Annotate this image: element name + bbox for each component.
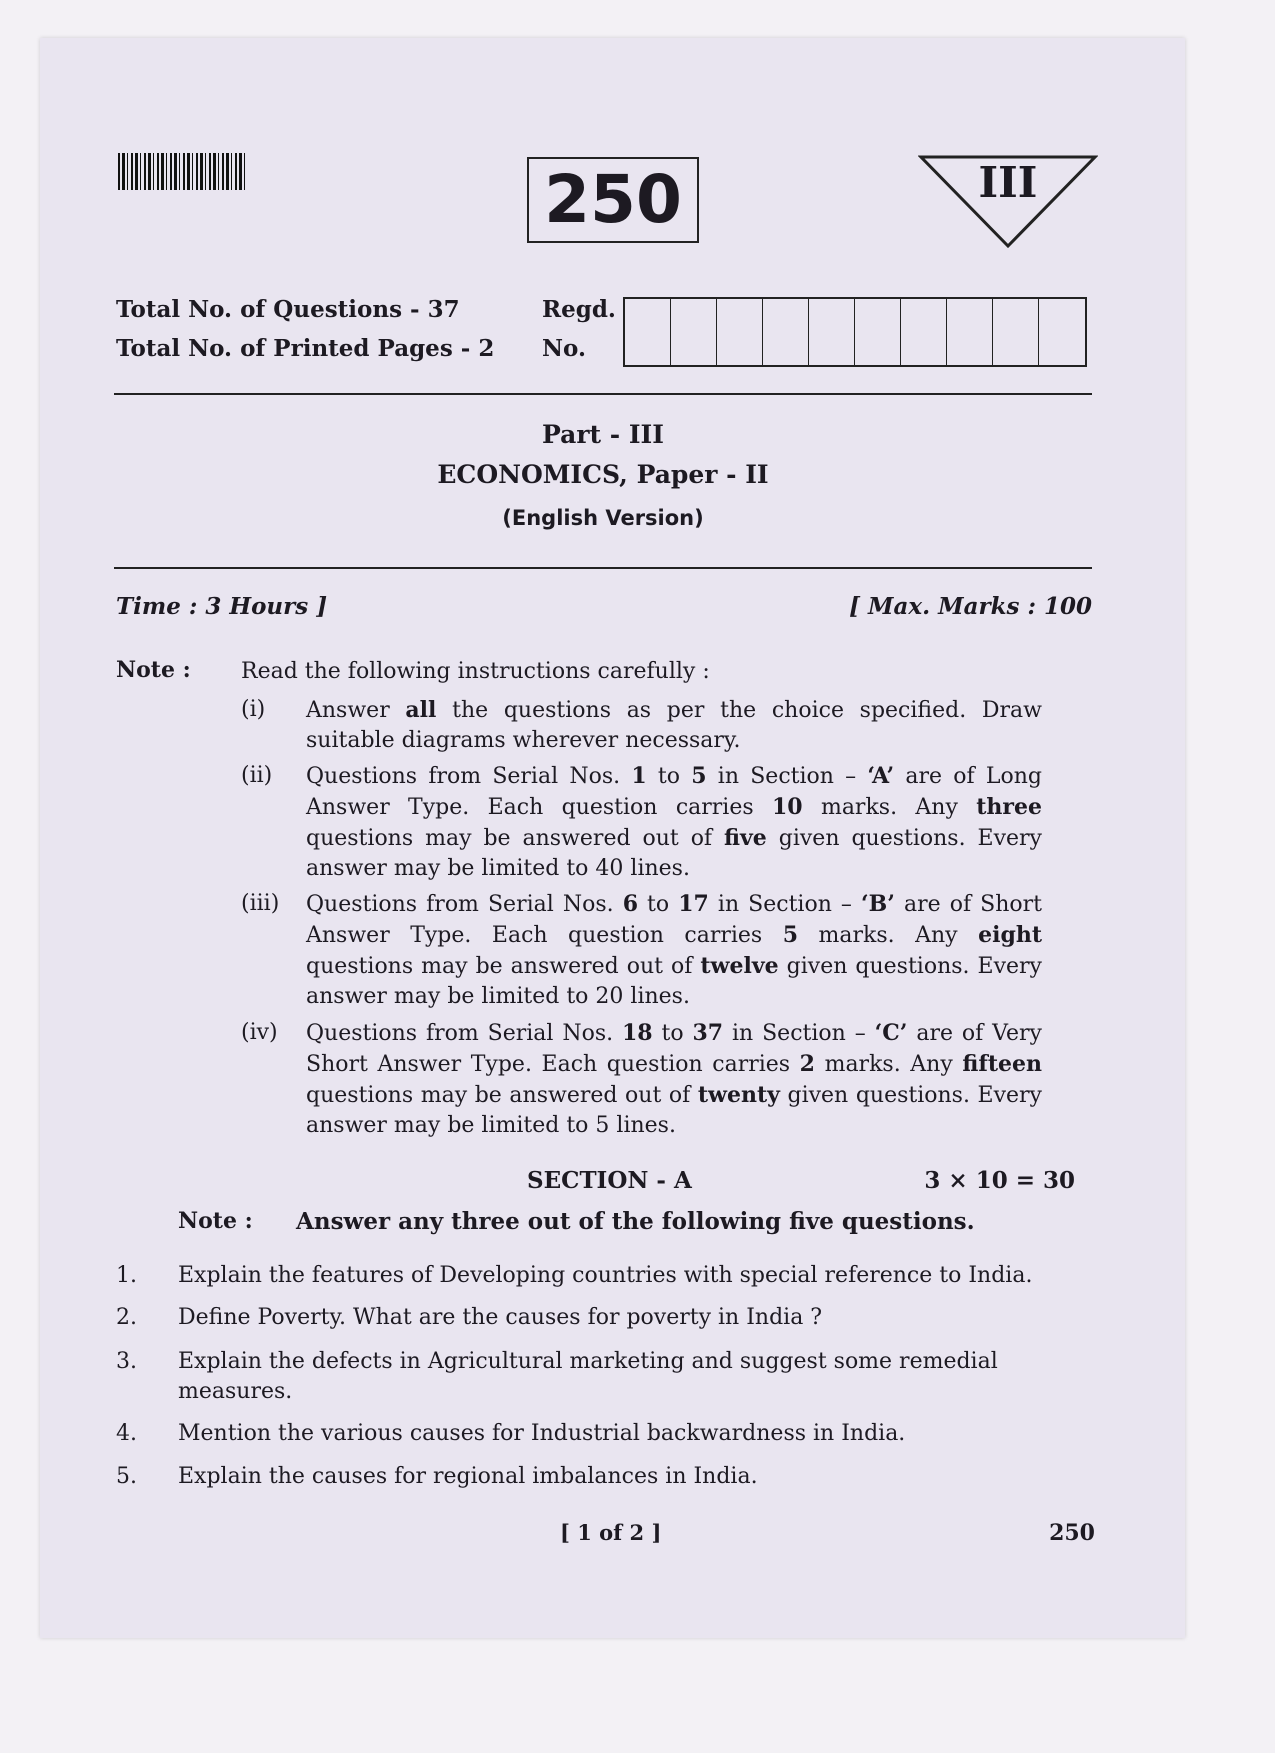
question-text: Explain the defects in Agricultural marketing and suggest some remedial measures. xyxy=(178,1349,998,1404)
reg-box[interactable] xyxy=(993,299,1039,365)
question-number: 3. xyxy=(116,1349,137,1374)
question-number: 1. xyxy=(116,1263,137,1288)
instruction-number: (iv) xyxy=(241,1020,278,1045)
question-text: Explain the causes for regional imbalances in India. xyxy=(178,1464,758,1489)
divider xyxy=(114,567,1092,569)
reg-box[interactable] xyxy=(625,299,671,365)
footer-paper-code: 250 xyxy=(1049,1520,1095,1546)
question-number: 4. xyxy=(116,1421,137,1446)
part-triangle-label: III xyxy=(978,158,1038,207)
page-number: [ 1 of 2 ] xyxy=(560,1520,662,1545)
reg-box[interactable] xyxy=(763,299,809,365)
part-title: Part - III xyxy=(542,420,664,449)
max-marks-label: [ Max. Marks : 100 xyxy=(849,593,1092,620)
instruction-text: Questions from Serial Nos. 6 to 17 in Section – ‘B’ are of Short Answer Type. Each question carries 5 marks. Any eight questions may be answered out of twelve given questions. Every answer may be limited to 20 lines. xyxy=(306,891,1042,1009)
registration-number-boxes[interactable] xyxy=(623,297,1087,367)
regd-label: Regd. xyxy=(542,296,616,323)
divider xyxy=(114,393,1092,395)
instruction-text: Questions from Serial Nos. 1 to 5 in Section – ‘A’ are of Long Answer Type. Each question carries 10 marks. Any three questions may be answered out of five given questions. Every answer may be limited to 40 lines. xyxy=(306,763,1042,881)
subject-title: ECONOMICS, Paper - II xyxy=(437,460,769,489)
reg-box[interactable] xyxy=(809,299,855,365)
reg-box[interactable] xyxy=(671,299,717,365)
total-questions: Total No. of Questions - 37 xyxy=(116,296,460,323)
reg-box[interactable] xyxy=(855,299,901,365)
question-number: 5. xyxy=(116,1464,137,1489)
question-number: 2. xyxy=(116,1305,137,1330)
instruction-number: (i) xyxy=(241,697,266,722)
section-a-note: Answer any three out of the following five questions. xyxy=(296,1208,975,1235)
note-label: Note : xyxy=(116,657,191,683)
instruction-number: (iii) xyxy=(241,891,280,916)
regd-no-label: No. xyxy=(542,335,586,362)
question-text: Mention the various causes for Industrial backwardness in India. xyxy=(178,1421,906,1446)
instruction-text: Questions from Serial Nos. 18 to 37 in Section – ‘C’ are of Very Short Answer Type. Each question carries 2 marks. Any fifteen questions may be answered out of twenty given questions. Every answer may be limited to 5 lines. xyxy=(306,1020,1042,1138)
time-label: Time : 3 Hours ] xyxy=(116,593,328,620)
reg-box[interactable] xyxy=(901,299,947,365)
reg-box[interactable] xyxy=(947,299,993,365)
note-intro: Read the following instructions carefully : xyxy=(241,659,710,684)
paper-code-box: 250 xyxy=(527,157,699,243)
question-text: Explain the features of Developing countries with special reference to India. xyxy=(178,1263,1033,1288)
total-pages: Total No. of Printed Pages - 2 xyxy=(116,335,495,362)
section-a-marks: 3 × 10 = 30 xyxy=(924,1167,1075,1194)
instruction-text: Answer all the questions as per the choice specified. Draw suitable diagrams wherever necessary. xyxy=(306,697,1042,753)
barcode xyxy=(118,153,246,190)
section-a-title: SECTION - A xyxy=(527,1167,692,1194)
reg-box[interactable] xyxy=(1039,299,1085,365)
question-text: Define Poverty. What are the causes for poverty in India ? xyxy=(178,1305,823,1330)
instruction-number: (ii) xyxy=(241,763,273,788)
section-a-note-label: Note : xyxy=(178,1208,253,1234)
reg-box[interactable] xyxy=(717,299,763,365)
version-title: (English Version) xyxy=(502,506,704,530)
